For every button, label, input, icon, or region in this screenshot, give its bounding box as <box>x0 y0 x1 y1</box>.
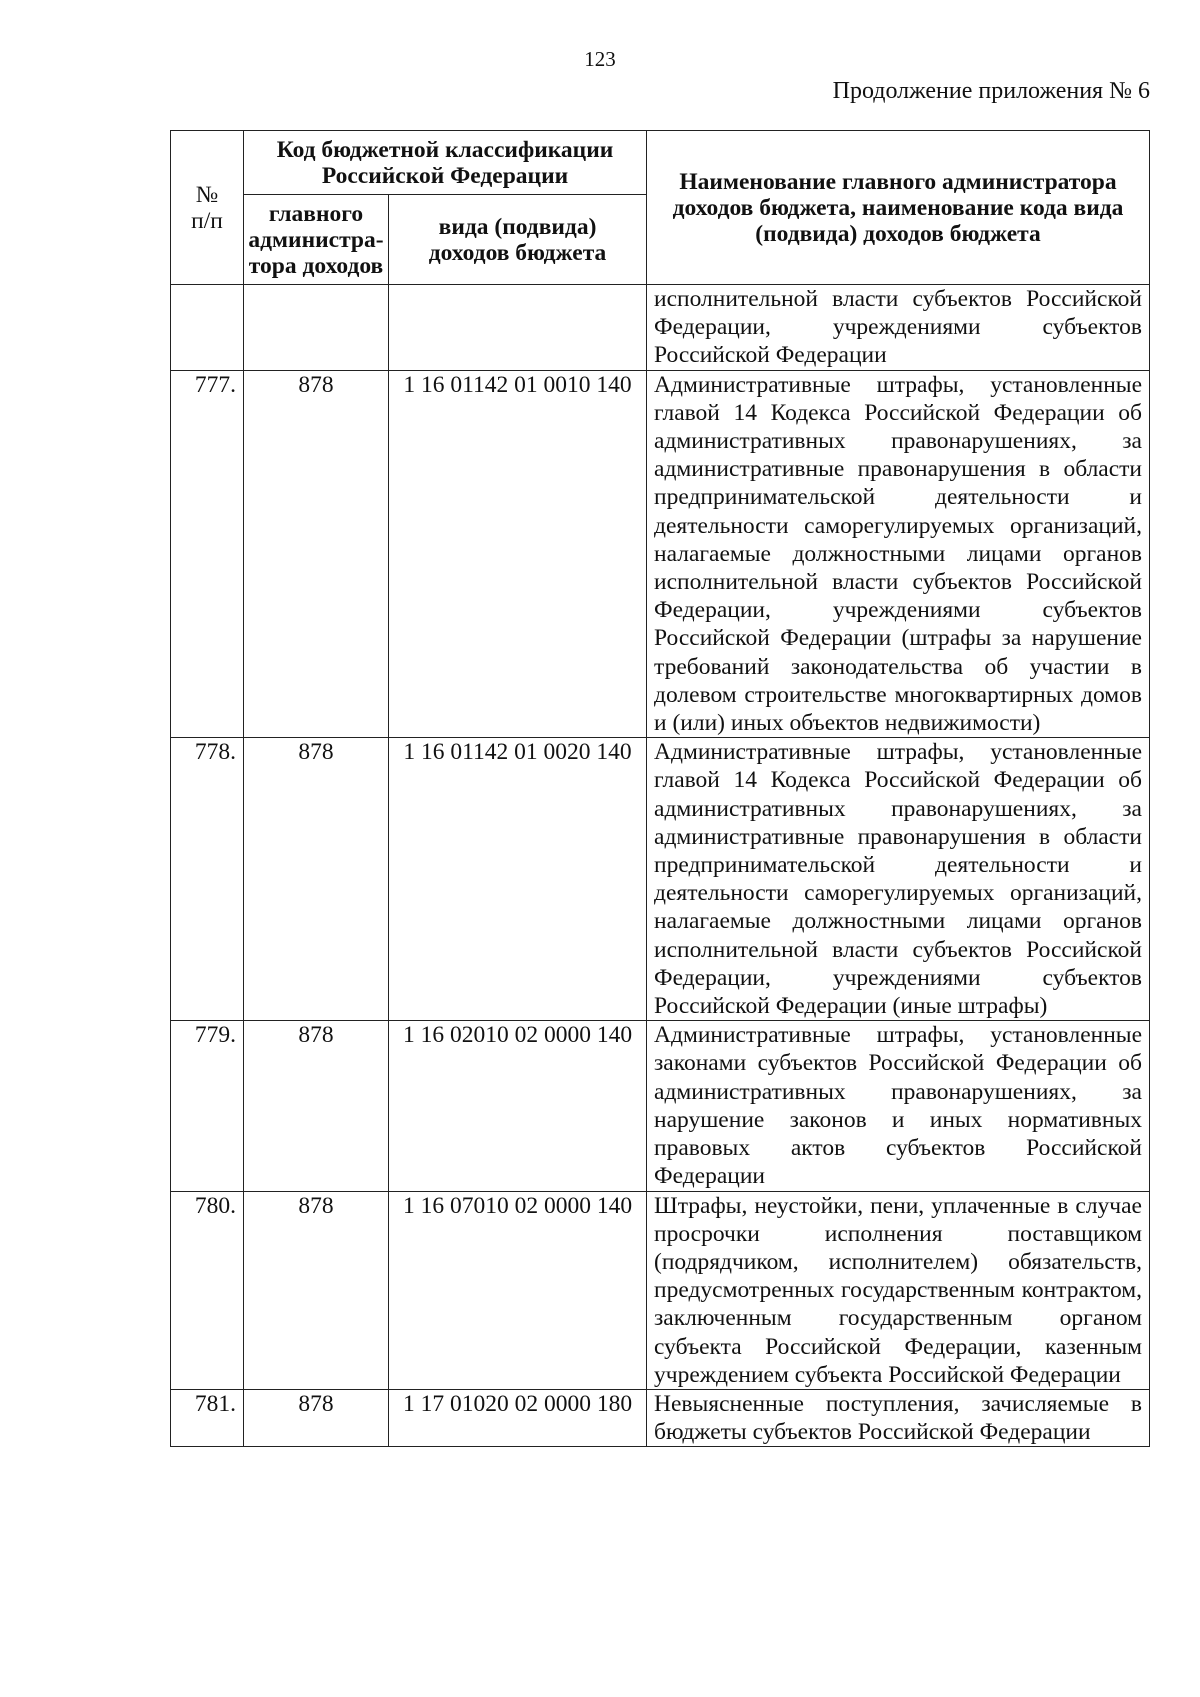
row-description: Административные штрафы, установленные главой 14 Кодекса Российской Федерации об административных правонарушениях, за административные правонарушения в области предпринимательской деятельности и деятельности саморегулируемых организаций, налагаемые должностными лицами органов исполнительной власти субъектов Российской Федерации, учреждениями субъектов Российской Федерации (штрафы за нарушение требований законодательства об участии в долевом строительстве многоквартирных домов и (или) иных объектов недвижимости) <box>647 370 1150 738</box>
row-number: 780. <box>171 1191 244 1389</box>
row-revenue-code: 1 16 02010 02 0000 140 <box>389 1021 647 1191</box>
row-number: 777. <box>171 370 244 738</box>
row-number: 781. <box>171 1389 244 1446</box>
row-revenue-code: 1 17 01020 02 0000 180 <box>389 1389 647 1446</box>
row-revenue-code: 1 16 01142 01 0010 140 <box>389 370 647 738</box>
row-admin-code <box>244 285 389 371</box>
row-admin-code: 878 <box>244 738 389 1021</box>
row-revenue-code: 1 16 07010 02 0000 140 <box>389 1191 647 1389</box>
header-pp: п/п <box>191 207 223 234</box>
row-number: 778. <box>171 738 244 1021</box>
table-row <box>171 1389 1150 1446</box>
row-description: Административные штрафы, установленные законами субъектов Российской Федерации об административных правонарушениях, за нарушение законов и иных нормативных правовых актов субъектов Российской Федерации <box>647 1021 1150 1191</box>
header-name: Наименование главного администратора доходов бюджета, наименование кода вида (подвида) доходов бюджета <box>647 131 1150 285</box>
row-number: 779. <box>171 1021 244 1191</box>
table-header <box>171 131 1150 285</box>
header-number-sign: № <box>195 181 219 208</box>
budget-classification-table <box>170 130 1150 1447</box>
row-admin-code: 878 <box>244 1389 389 1446</box>
row-description: Штрафы, неустойки, пени, уплаченные в случае просрочки исполнения поставщиком (подрядчиком, исполнителем) обязательств, предусмотренных государственным контрактом, заключенным государственным органом субъекта Российской Федерации, казенным учреждением субъекта Российской Федерации <box>647 1191 1150 1389</box>
row-revenue-code <box>389 285 647 371</box>
row-admin-code: 878 <box>244 1021 389 1191</box>
table-row <box>171 285 1150 371</box>
table-row <box>171 370 1150 738</box>
row-admin-code: 878 <box>244 1191 389 1389</box>
table-row <box>171 1191 1150 1389</box>
row-description: Невыясненные поступления, зачисляемые в бюджеты субъектов Российской Федерации <box>647 1389 1150 1446</box>
page-number: 123 <box>584 47 616 71</box>
table-row <box>171 738 1150 1021</box>
header-kbk-group: Код бюджетной классификации Российской Федерации <box>244 131 647 195</box>
row-description: Административные штрафы, установленные главой 14 Кодекса Российской Федерации об административных правонарушениях, за административные правонарушения в области предпринимательской деятельности и деятельности саморегулируемых организаций, налагаемые должностными лицами органов исполнительной власти субъектов Российской Федерации, учреждениями субъектов Российской Федерации (иные штрафы) <box>647 738 1150 1021</box>
row-number <box>171 285 244 371</box>
continuation-label: Продолжение приложения № 6 <box>832 78 1150 104</box>
header-row-number <box>171 131 244 285</box>
header-admin: главного администра-тора доходов <box>244 195 389 285</box>
row-admin-code: 878 <box>244 370 389 738</box>
table-row <box>171 1021 1150 1191</box>
row-revenue-code: 1 16 01142 01 0020 140 <box>389 738 647 1021</box>
row-description: исполнительной власти субъектов Российской Федерации, учреждениями субъектов Российской Федерации <box>647 285 1150 371</box>
header-code: вида (подвида) доходов бюджета <box>389 195 647 285</box>
